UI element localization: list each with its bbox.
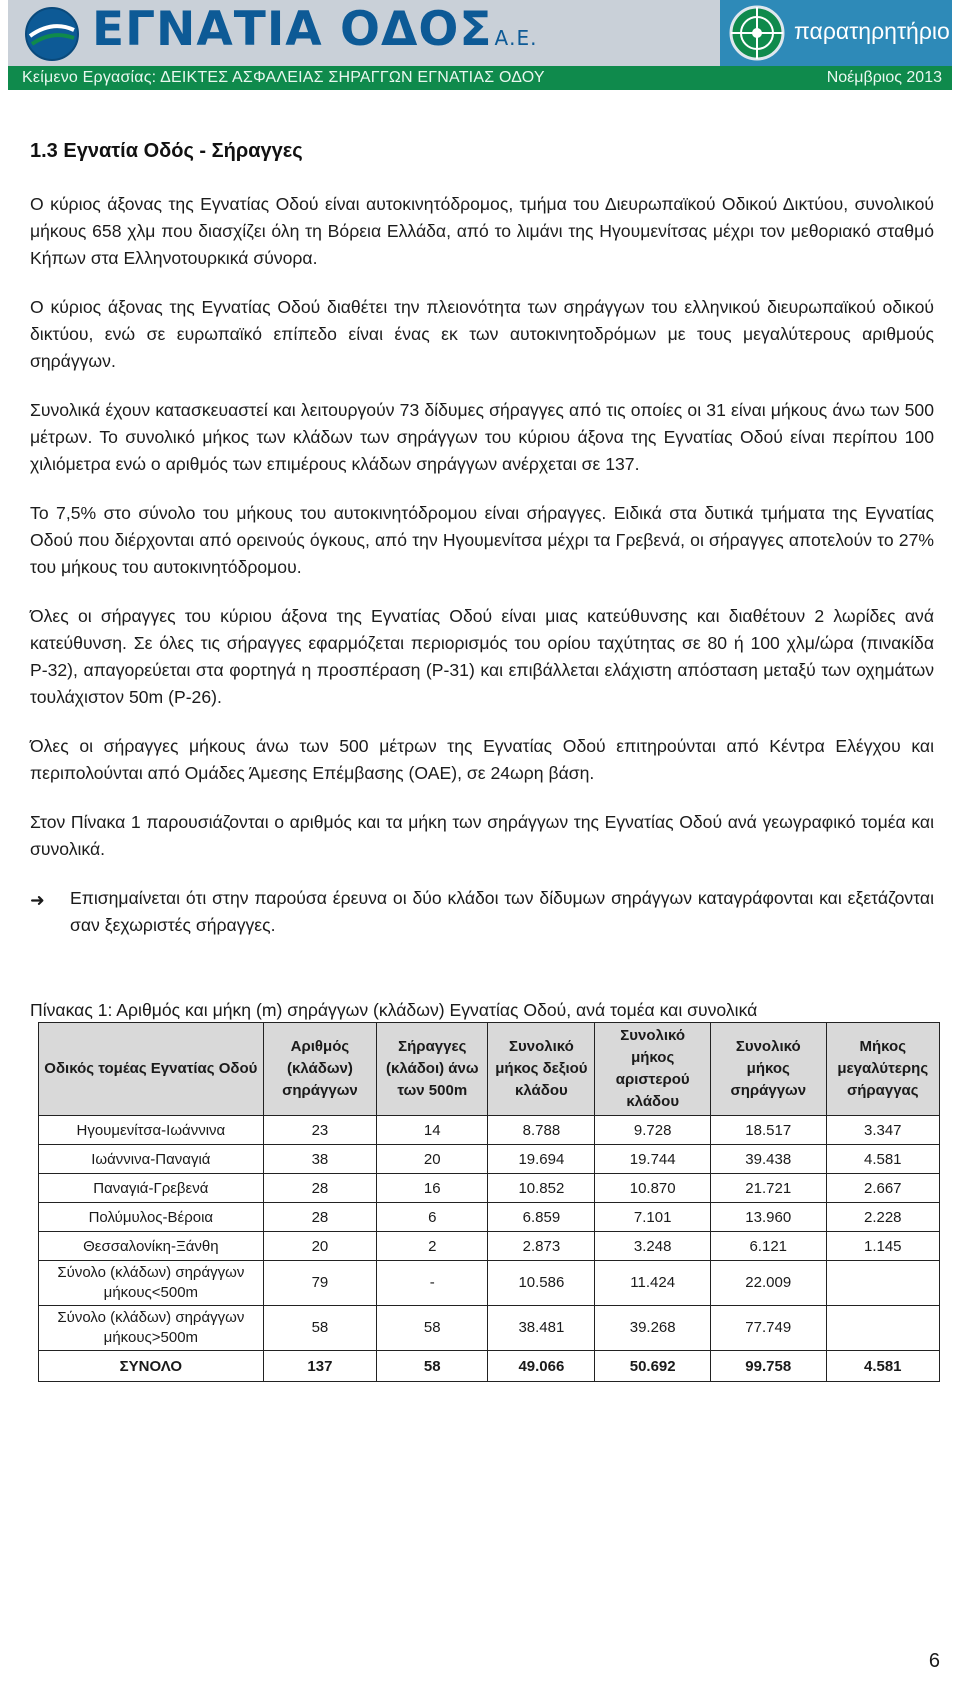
table-row bbox=[39, 1232, 940, 1261]
table-cell: 137 bbox=[263, 1351, 376, 1382]
section-title: 1.3 Εγνατία Οδός - Σήραγγες bbox=[30, 140, 303, 162]
table-cell: Ιωάννινα-Παναγιά bbox=[39, 1145, 264, 1174]
table-cell: 21.721 bbox=[710, 1174, 826, 1203]
table-cell: 6.121 bbox=[710, 1232, 826, 1261]
table-cell: 38.481 bbox=[488, 1306, 595, 1351]
table-cell: 38 bbox=[263, 1145, 376, 1174]
egnatia-globe-icon bbox=[24, 6, 80, 62]
table-row bbox=[39, 1306, 940, 1351]
table-cell: 58 bbox=[377, 1306, 488, 1351]
table-cell: 10.870 bbox=[595, 1174, 711, 1203]
table-cell: 19.744 bbox=[595, 1145, 711, 1174]
table-cell: 2.228 bbox=[826, 1203, 939, 1232]
paragraph: Όλες οι σήραγγες μήκους άνω των 500 μέτρων της Εγνατίας Οδού επιτηρούνται από Κέντρα Ελέγχου και περιπολούνται από Ομάδες Άμεσης Επέμβασης (ΟΑΕ), σε 24ωρη βάση. bbox=[30, 736, 934, 783]
table-cell: Πολύμυλος-Βέροια bbox=[39, 1203, 264, 1232]
table-cell: 9.728 bbox=[595, 1116, 711, 1145]
table-cell: ΣΥΝΟΛΟ bbox=[39, 1351, 264, 1382]
table-cell: 4.581 bbox=[826, 1351, 939, 1382]
table-row bbox=[39, 1145, 940, 1174]
note-callout bbox=[30, 885, 934, 939]
table-cell: 3.248 bbox=[595, 1232, 711, 1261]
column-header: Συνολικό μήκος σηράγγων bbox=[710, 1023, 826, 1116]
table-cell bbox=[826, 1306, 939, 1351]
observatory-target-icon bbox=[728, 4, 786, 62]
table-cell: 19.694 bbox=[488, 1145, 595, 1174]
paragraph: Όλες οι σήραγγες του κύριου άξονα της Εγνατίας Οδού είναι μιας κατεύθυνσης και διαθέτουν 2 λωρίδες ανά κατεύθυνση. Σε όλες τις σήραγγες εφαρμόζεται περιορισμός του ορίου ταχύτητας σε 80 ή 100 χλμ/ώρα (πινακίδα Ρ-32), απαγορεύεται στα φορτηγά η προσπέραση (Ρ-31) και επιβάλλεται ελάχιστη απόσταση μεταξύ των οχημάτων τουλάχιστον 50m (Ρ-26). bbox=[30, 606, 934, 707]
note-text: Επισημαίνεται ότι στην παρούσα έρευνα οι δύο κλάδοι των δίδυμων σηράγγων καταγράφονται και εξετάζονται σαν ξεχωριστές σήραγγες. bbox=[70, 888, 934, 935]
column-header: Αριθμός (κλάδων) σηράγγων bbox=[263, 1023, 376, 1116]
table-cell: - bbox=[377, 1261, 488, 1306]
table-cell: 77.749 bbox=[710, 1306, 826, 1351]
table-cell: Σύνολο (κλάδων) σηράγγων μήκους>500m bbox=[39, 1306, 264, 1351]
table-cell: 14 bbox=[377, 1116, 488, 1145]
table-cell bbox=[826, 1261, 939, 1306]
table-cell: 18.517 bbox=[710, 1116, 826, 1145]
table-caption: Πίνακας 1: Αριθμός και μήκη (m) σηράγγων (κλάδων) Εγνατίας Οδού, ανά τομέα και συνολικά bbox=[30, 1000, 758, 1020]
table-header-row bbox=[39, 1023, 940, 1116]
table-cell: 3.347 bbox=[826, 1116, 939, 1145]
table-cell: 10.852 bbox=[488, 1174, 595, 1203]
table-cell: 39.268 bbox=[595, 1306, 711, 1351]
table-cell: 11.424 bbox=[595, 1261, 711, 1306]
table-cell: 13.960 bbox=[710, 1203, 826, 1232]
page-number: 6 bbox=[928, 1650, 940, 1672]
table-cell: 16 bbox=[377, 1174, 488, 1203]
paragraph: Ο κύριος άξονας της Εγνατίας Οδού διαθέτει την πλειονότητα των σηράγγων του ελληνικού διευρωπαϊκού οδικού δικτύου, ενώ σε ευρωπαϊκό επίπεδο είναι ένας εκ των αυτοκινητοδρόμων με τους μεγαλύτερους αριθμούς σηράγγων. bbox=[30, 297, 934, 371]
table-cell: 58 bbox=[377, 1351, 488, 1382]
observatory-label: παρατηρητήριο bbox=[794, 18, 950, 44]
observatory-badge bbox=[720, 0, 952, 66]
table-cell: 50.692 bbox=[595, 1351, 711, 1382]
paragraph: Συνολικά έχουν κατασκευαστεί και λειτουργούν 73 δίδυμες σήραγγες από τις οποίες οι 31 είναι μήκους άνω των 500 μέτρων. Το συνολικό μήκος των κλάδων των σηράγγων του κύριου άξονα της Εγνατίας Οδού είναι περίπου 100 χιλιόμετρα ενώ ο αριθμός των επιμέρους κλάδων σηράγγων ανέρχεται σε 137. bbox=[30, 400, 934, 474]
table-cell: 10.586 bbox=[488, 1261, 595, 1306]
table-cell: 28 bbox=[263, 1203, 376, 1232]
tunnels-table bbox=[38, 1022, 940, 1382]
table-total-row bbox=[39, 1351, 940, 1382]
column-header: Συνολικό μήκος δεξιού κλάδου bbox=[488, 1023, 595, 1116]
table-cell: 6.859 bbox=[488, 1203, 595, 1232]
table-cell: 2.667 bbox=[826, 1174, 939, 1203]
column-header: Συνολικό μήκος αριστερού κλάδου bbox=[595, 1023, 711, 1116]
table-cell: Σύνολο (κλάδων) σηράγγων μήκους<500m bbox=[39, 1261, 264, 1306]
table-cell: 39.438 bbox=[710, 1145, 826, 1174]
table-cell: 49.066 bbox=[488, 1351, 595, 1382]
table-cell: 4.581 bbox=[826, 1145, 939, 1174]
table-row bbox=[39, 1116, 940, 1145]
egnatia-logo bbox=[92, 2, 538, 57]
document-body bbox=[30, 128, 934, 939]
paragraph: Το 7,5% στο σύνολο του μήκους του αυτοκινητόδρομου είναι σήραγγες. Ειδικά στα δυτικά τμήματα της Εγνατίας Οδού που διέρχονται από ορεινούς όγκους, από την Ηγουμενίτσα μέχρι τα Γρεβενά, οι σήραγγες αποτελούν το 27% του μήκους του αυτοκινητόδρομου. bbox=[30, 503, 934, 577]
table-cell: 6 bbox=[377, 1203, 488, 1232]
table-cell: 23 bbox=[263, 1116, 376, 1145]
document-title: Κείμενο Εργασίας: ΔΕΙΚΤΕΣ ΑΣΦΑΛΕΙΑΣ ΣΗΡΑΓΓΩΝ ΕΓΝΑΤΙΑΣ ΟΔΟΥ bbox=[22, 69, 545, 86]
page-header bbox=[8, 0, 952, 90]
table-row bbox=[39, 1261, 940, 1306]
logo-name: ΕΓΝΑΤΙΑ ΟΔΟΣ bbox=[92, 2, 493, 57]
paragraph: Στον Πίνακα 1 παρουσιάζονται ο αριθμός και τα μήκη των σηράγγων της Εγνατίας Οδού ανά γεωγραφικό τομέα και συνολικά. bbox=[30, 812, 934, 859]
paragraph: Ο κύριος άξονας της Εγνατίας Οδού είναι αυτοκινητόδρομος, τμήμα του Διευρωπαϊκού Οδικού Δικτύου, συνολικού μήκους 658 χλμ που διασχίζει όλη τη Βόρεια Ελλάδα, από το λιμάνι της Ηγουμενίτσας μέχρι τον μεθοριακό σταθμό Κήπων στα Ελληνοτουρκικά σύνορα. bbox=[30, 194, 934, 268]
table-cell: 8.788 bbox=[488, 1116, 595, 1145]
table-cell: 20 bbox=[377, 1145, 488, 1174]
column-header: Μήκος μεγαλύτερης σήραγγας bbox=[826, 1023, 939, 1116]
table-cell: 22.009 bbox=[710, 1261, 826, 1306]
table-cell: Θεσσαλονίκη-Ξάνθη bbox=[39, 1232, 264, 1261]
document-date: Νοέμβριος 2013 bbox=[826, 69, 942, 86]
header-banner bbox=[8, 0, 952, 66]
table-cell: 99.758 bbox=[710, 1351, 826, 1382]
table-cell: 1.145 bbox=[826, 1232, 939, 1261]
table-cell: 7.101 bbox=[595, 1203, 711, 1232]
table-cell: 2 bbox=[377, 1232, 488, 1261]
table-cell: Παναγιά-Γρεβενά bbox=[39, 1174, 264, 1203]
table-cell: 79 bbox=[263, 1261, 376, 1306]
table-cell: 2.873 bbox=[488, 1232, 595, 1261]
table-cell: 20 bbox=[263, 1232, 376, 1261]
column-header: Σήραγγες (κλάδοι) άνω των 500m bbox=[377, 1023, 488, 1116]
table-row bbox=[39, 1174, 940, 1203]
table-cell: 28 bbox=[263, 1174, 376, 1203]
logo-suffix: Α.Ε. bbox=[494, 26, 538, 50]
table-cell: Ηγουμενίτσα-Ιωάννινα bbox=[39, 1116, 264, 1145]
table-row bbox=[39, 1203, 940, 1232]
arrow-right-icon: ➜ bbox=[30, 890, 45, 910]
column-header: Οδικός τομέας Εγνατίας Οδού bbox=[39, 1023, 264, 1116]
header-info-bar bbox=[8, 66, 952, 90]
table-cell: 58 bbox=[263, 1306, 376, 1351]
